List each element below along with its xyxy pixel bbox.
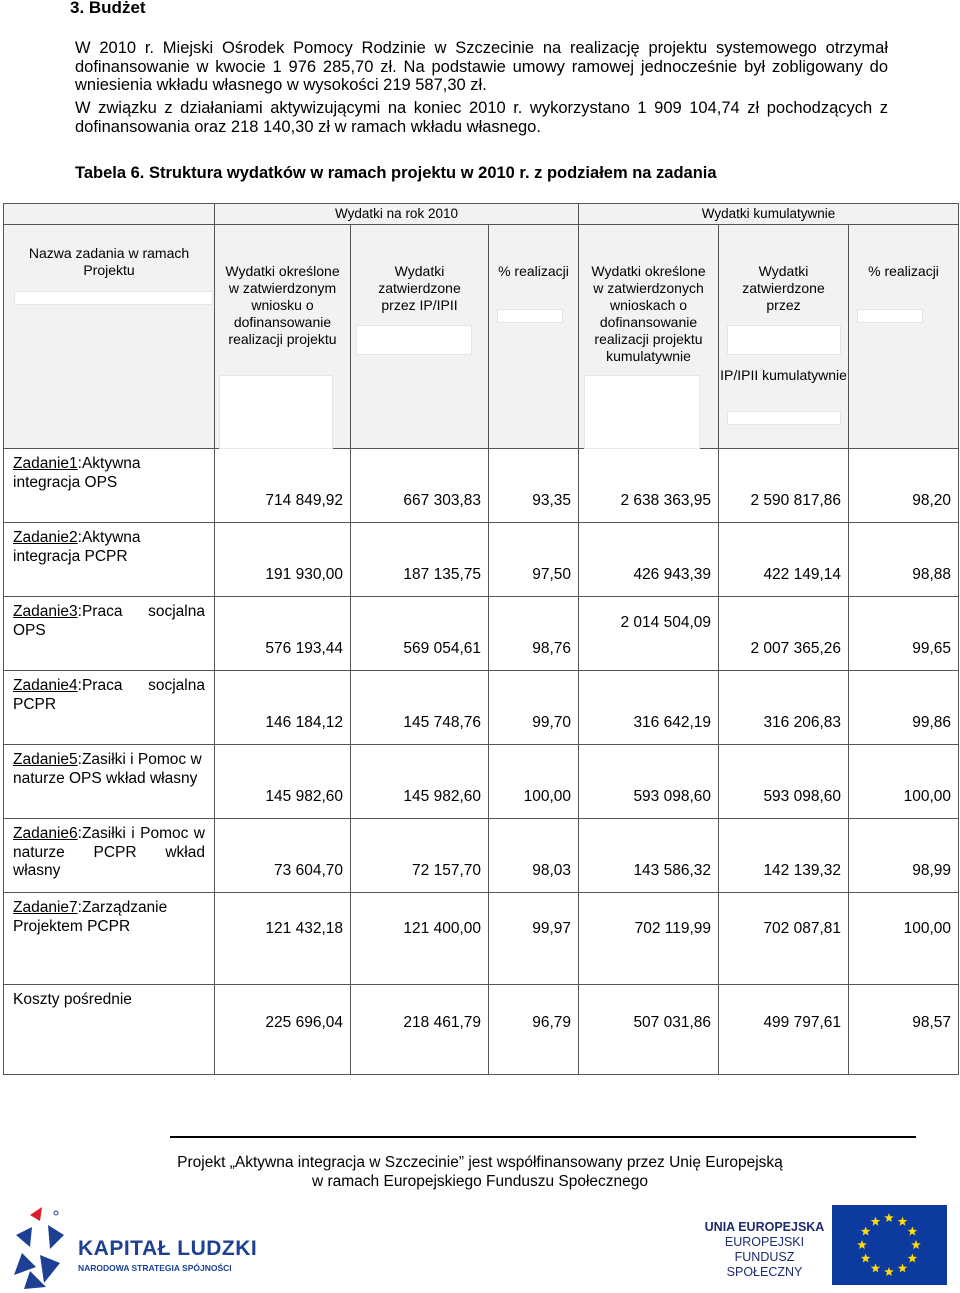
col-header-percent-cumulative — [849, 225, 959, 449]
kapital-ludzki-logo — [10, 1205, 270, 1290]
value-text: 426 943,39 — [633, 566, 712, 583]
value-text: 187 135,75 — [403, 566, 481, 583]
col-header-approved-2010 — [351, 225, 489, 449]
value-text: 99,97 — [532, 920, 572, 937]
value-text: 145 982,60 — [265, 788, 343, 805]
table-row — [4, 523, 959, 597]
col-header-percent-2010 — [489, 225, 579, 449]
table-header-blank — [4, 204, 215, 225]
task-name-cell — [4, 893, 215, 985]
value-text: 121 432,18 — [265, 920, 343, 937]
value-cell — [849, 671, 959, 745]
paragraph-2: W związku z działaniami aktywizującymi na koniec 2010 r. wykorzystano 1 909 104,74 zł pochodzących z dofinansowania oraz 218 140,30 zł w ramach wkładu własnego. — [75, 99, 888, 136]
eu-text — [702, 1220, 827, 1280]
value-cell — [849, 819, 959, 893]
value-cell — [489, 523, 579, 597]
group-header-2010: Wydatki na rok 2010 — [215, 204, 579, 225]
eu-logo — [670, 1205, 955, 1290]
value-cell — [215, 745, 351, 819]
value-text: 142 139,32 — [763, 862, 842, 879]
task-label: :Praca socjalna OPS — [13, 603, 205, 639]
task-label: :Praca socjalna PCPR — [13, 677, 205, 713]
value-cell — [579, 523, 719, 597]
table-header-row — [4, 225, 959, 449]
section-title: 3. Budżet — [70, 0, 146, 17]
value-text: 93,35 — [532, 492, 572, 509]
value-text: 98,88 — [912, 566, 952, 583]
value-cell — [579, 449, 719, 523]
col-header-label: Nazwa zadania w ramach Projektu — [28, 245, 190, 278]
value-text: 98,03 — [532, 862, 572, 879]
value-cell — [849, 893, 959, 985]
value-text: 2 014 504,09 — [620, 614, 712, 631]
col-header-approved-cumulative — [719, 225, 849, 449]
task-id: Zadanie6 — [13, 825, 78, 842]
value-cell — [351, 597, 489, 671]
value-text: 100,00 — [903, 920, 952, 937]
value-cell — [215, 523, 351, 597]
value-text: 2 007 365,26 — [750, 640, 842, 657]
kapital-ludzki-emblem-icon — [10, 1205, 80, 1290]
value-cell — [849, 523, 959, 597]
value-cell — [719, 523, 849, 597]
task-label: :Zasiłki i Pomoc w naturze OPS wkład własny — [13, 751, 202, 787]
value-cell — [351, 819, 489, 893]
value-text: 99,65 — [912, 640, 952, 657]
col-header-planned-2010 — [215, 225, 351, 449]
footer-line-2: w ramach Europejskiego Funduszu Społecznego — [311, 1173, 649, 1190]
value-text: 593 098,60 — [633, 788, 712, 805]
task-label: :Aktywna integracja PCPR — [13, 529, 141, 565]
col-header-extra: IP/IPII kumulatywnie — [720, 367, 847, 383]
col-header-label: % realizacji — [868, 263, 939, 279]
value-cell — [489, 745, 579, 819]
value-cell — [849, 597, 959, 671]
task-name-cell — [4, 597, 215, 671]
value-text: 593 098,60 — [763, 788, 842, 805]
value-cell — [719, 893, 849, 985]
input-box — [14, 291, 213, 305]
kapital-ludzki-title: KAPITAŁ LUDZKI — [78, 1237, 258, 1260]
value-text: 316 206,83 — [763, 714, 842, 731]
value-text: 576 193,44 — [265, 640, 343, 657]
value-text: 2 590 817,86 — [750, 492, 842, 509]
col-header-task-name — [4, 225, 215, 449]
value-cell — [719, 597, 849, 671]
value-cell — [351, 985, 489, 1075]
value-cell — [579, 597, 719, 671]
value-text: 143 586,32 — [633, 862, 712, 879]
value-cell — [719, 745, 849, 819]
col-header-label: Wydatki określone w zatwierdzonych wnioskach o dofinansowanie realizacji projektu kumulatywnie — [591, 263, 706, 364]
value-text: 225 696,04 — [265, 1014, 343, 1031]
col-header-label: Wydatki określone w zatwierdzonym wniosku o dofinansowanie realizacji projektu — [225, 263, 340, 347]
value-cell — [351, 449, 489, 523]
task-id: Zadanie4 — [13, 677, 78, 694]
value-text: 218 461,79 — [403, 1014, 481, 1031]
eu-flag-icon — [832, 1205, 947, 1285]
task-name-cell — [4, 745, 215, 819]
table-row — [4, 671, 959, 745]
value-cell — [719, 671, 849, 745]
value-text: 2 638 363,95 — [620, 492, 712, 509]
value-cell — [579, 819, 719, 893]
value-cell — [215, 893, 351, 985]
input-box — [727, 325, 841, 355]
value-cell — [215, 819, 351, 893]
value-cell — [579, 985, 719, 1075]
value-text: 316 642,19 — [633, 714, 712, 731]
task-id: Zadanie5 — [13, 751, 78, 768]
value-cell — [215, 449, 351, 523]
table-row — [4, 819, 959, 893]
col-header-label: Wydatki zatwierdzone przez IP/IPII — [378, 263, 461, 313]
task-id: Zadanie1 — [13, 455, 78, 472]
value-cell — [215, 671, 351, 745]
task-name-cell — [4, 449, 215, 523]
task-name-cell — [4, 985, 215, 1075]
value-text: 98,76 — [532, 640, 572, 657]
value-cell — [351, 745, 489, 819]
value-cell — [579, 745, 719, 819]
footer-rule — [170, 1136, 916, 1138]
budget-table — [3, 203, 959, 1075]
value-text: 72 157,70 — [412, 862, 481, 879]
value-text: 97,50 — [532, 566, 572, 583]
table-caption: Tabela 6. Struktura wydatków w ramach projektu w 2010 r. z podziałem na zadania — [75, 164, 717, 182]
value-cell — [489, 597, 579, 671]
eu-text-line-2: EUROPEJSKI — [724, 1235, 805, 1249]
value-text: 98,20 — [912, 492, 952, 509]
value-cell — [719, 819, 849, 893]
value-cell — [849, 985, 959, 1075]
value-cell — [215, 985, 351, 1075]
value-cell — [351, 671, 489, 745]
col-header-label: % realizacji — [498, 263, 569, 279]
value-text: 667 303,83 — [403, 492, 481, 509]
table-group-header-row — [4, 204, 959, 225]
value-text: 100,00 — [903, 788, 952, 805]
kapital-ludzki-subtitle: NARODOWA STRATEGIA SPÓJNOŚCI — [78, 1263, 232, 1273]
task-label: :Zasiłki i Pomoc w naturze PCPR wkład własny — [13, 825, 205, 879]
input-box — [857, 309, 923, 323]
value-text: 100,00 — [523, 788, 572, 805]
input-box — [727, 411, 841, 425]
value-text: 145 982,60 — [403, 788, 481, 805]
value-text: 422 149,14 — [763, 566, 842, 583]
input-box — [497, 309, 563, 323]
table-row — [4, 597, 959, 671]
value-text: 98,57 — [912, 1014, 952, 1031]
value-cell — [719, 449, 849, 523]
eu-text-line-1: UNIA EUROPEJSKA — [704, 1220, 825, 1234]
task-name-cell — [4, 671, 215, 745]
value-text: 99,86 — [912, 714, 952, 731]
input-box — [356, 325, 472, 355]
value-cell — [849, 745, 959, 819]
task-label: :Aktywna integracja OPS — [13, 455, 141, 491]
table-row — [4, 985, 959, 1075]
value-cell — [489, 893, 579, 985]
value-cell — [579, 893, 719, 985]
value-cell — [489, 449, 579, 523]
value-text: 499 797,61 — [763, 1014, 842, 1031]
value-cell — [849, 449, 959, 523]
value-cell — [489, 985, 579, 1075]
value-text: 121 400,00 — [403, 920, 481, 937]
value-cell — [489, 671, 579, 745]
value-cell — [579, 671, 719, 745]
value-text: 99,70 — [532, 714, 572, 731]
value-cell — [719, 985, 849, 1075]
footer-line-1: Projekt „Aktywna integracja w Szczecinie” jest współfinansowany przez Unię Europejską — [177, 1154, 783, 1171]
value-text: 73 604,70 — [274, 862, 343, 879]
value-text: 702 119,99 — [634, 920, 712, 937]
input-box — [219, 375, 333, 449]
table-row — [4, 893, 959, 985]
value-text: 145 748,76 — [403, 714, 481, 731]
value-text: 96,79 — [532, 1014, 572, 1031]
task-label: Koszty pośrednie — [13, 991, 132, 1008]
task-id: Zadanie7 — [13, 899, 78, 916]
value-text: 569 054,61 — [403, 640, 481, 657]
task-label: :Zarządzanie Projektem PCPR — [13, 899, 168, 935]
group-header-cumulative: Wydatki kumulatywnie — [579, 204, 959, 225]
col-header-label: Wydatki zatwierdzone przez — [742, 263, 825, 313]
value-text: 191 930,00 — [265, 566, 343, 583]
task-name-cell — [4, 819, 215, 893]
eu-text-line-3: FUNDUSZ SPOŁECZNY — [726, 1250, 803, 1279]
input-box — [584, 375, 700, 449]
value-text: 507 031,86 — [633, 1014, 712, 1031]
value-text: 146 184,12 — [265, 714, 343, 731]
value-text: 714 849,92 — [265, 492, 343, 509]
value-text: 98,99 — [912, 862, 952, 879]
table-row — [4, 449, 959, 523]
value-cell — [351, 523, 489, 597]
value-cell — [489, 819, 579, 893]
value-cell — [215, 597, 351, 671]
table-row — [4, 745, 959, 819]
value-text: 702 087,81 — [763, 920, 842, 937]
col-header-planned-cumulative — [579, 225, 719, 449]
value-cell — [351, 893, 489, 985]
task-id: Zadanie2 — [13, 529, 78, 546]
task-name-cell — [4, 523, 215, 597]
paragraph-1: W 2010 r. Miejski Ośrodek Pomocy Rodzinie w Szczecinie na realizację projektu systemowego otrzymał dofinansowanie w kwocie 1 976 285,70 zł. Na podstawie umowy ramowej jednocześnie był zobligowany do wniesienia wkładu własnego w wysokości 219 587,30 zł. — [75, 39, 888, 94]
task-id: Zadanie3 — [13, 603, 78, 620]
